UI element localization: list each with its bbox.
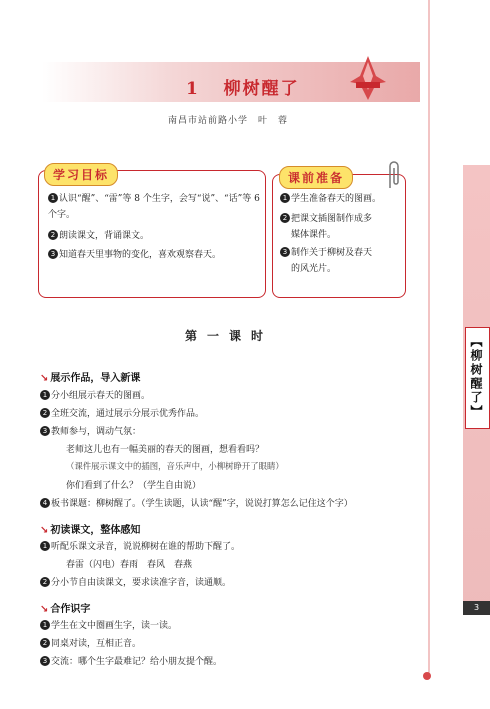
preparation-box [272,174,406,298]
arrow-icon: ↘ [40,525,49,536]
learning-goals-box [38,170,266,298]
arrow-icon: ↘ [40,604,49,615]
number-badge: 3 [48,249,58,259]
number-badge: 3 [280,247,290,257]
section-line: （课件展示课文中的插图，音乐声中，小柳树睁开了眼睛） [66,461,284,471]
learning-goals-tag: 学习目标 [44,163,118,186]
preparation-tag: 课前准备 [279,166,353,189]
section-line: 春雷（闪电）春雨 春风 春燕 [66,560,193,570]
section-line: 3 交流：哪个生字最难记？给小朋友提个醒。 [40,654,222,667]
section-line: 2 分小节自由读课文，要求读准字音，读通顺。 [40,575,231,588]
number-badge: 4 [40,498,50,508]
number-badge: 3 [40,426,50,436]
goal-item: 2 朗读课文，背诵课文。 [48,228,149,244]
section-line: 3 教师参与，调动气氛： [40,424,141,437]
number-badge: 2 [280,213,290,223]
section-heading: ↘ 展示作品，导入新课 [40,373,141,384]
number-badge: 1 [40,620,50,630]
goal-item: 1 认识“醒”、“雷”等 8 个生字，会写“说”、“话”等 6 [48,191,260,207]
number-badge: 1 [40,541,50,551]
number-badge: 2 [40,638,50,648]
prep-item: 3 制作关于柳树及春天 [280,245,372,261]
prep-item: 1 学生准备春天的图画。 [280,191,381,207]
page-number: 3 [463,601,490,615]
page-margin-line [422,0,436,709]
section-line: 你们看到了什么？（学生自由说） [66,481,202,491]
lesson-title [186,74,300,99]
section-heading: ↘ 初读课文，整体感知 [40,525,141,536]
section-line: 1 听配乐课文录音，说说柳树在谁的帮助下醒了。 [40,539,240,552]
period-heading: 第一课时 [185,329,274,343]
goal-item: 3 知道春天里事物的变化，喜欢观察春天。 [48,247,221,263]
section-line: 2 全班交流，通过展示分展示优秀作品。 [40,406,204,419]
rocket-emblem-icon [346,54,390,102]
goal-item-continued: 个字。 [48,210,76,220]
section-line: 老师这儿也有一幅美丽的春天的图画，想看看吗？ [66,445,265,455]
lesson-number: 1 [186,79,200,99]
number-badge: 1 [280,193,290,203]
section-line: 1 分小组展示春天的图画。 [40,388,150,401]
prep-item-continued: 的风光片。 [291,264,337,274]
number-badge: 2 [40,577,50,587]
prep-item: 2 把课文插图制作成多 [280,211,372,227]
number-badge: 2 [48,230,58,240]
author-line: 南昌市站前路小学 叶 蓉 [168,116,289,126]
section-heading: ↘ 合作识字 [40,604,91,615]
number-badge: 3 [40,656,50,666]
section-line: 1 学生在文中圈画生字，读一读。 [40,618,177,631]
decorative-dot [423,672,431,680]
number-badge: 1 [40,390,50,400]
section-line: 2 同桌对读，互相正音。 [40,636,141,649]
lesson-title-text: 柳树醒了 [223,79,300,99]
side-label: 【柳树醒了】 [469,335,483,419]
arrow-icon: ↘ [40,373,49,384]
section-line: 4 板书课题：柳树醒了。（学生读题，认读“醒”字，说说打算怎么记住这个字） [40,496,353,509]
number-badge: 2 [40,408,50,418]
paperclip-icon [384,160,402,190]
number-badge: 1 [48,193,58,203]
prep-item-continued: 媒体课件。 [291,230,337,240]
